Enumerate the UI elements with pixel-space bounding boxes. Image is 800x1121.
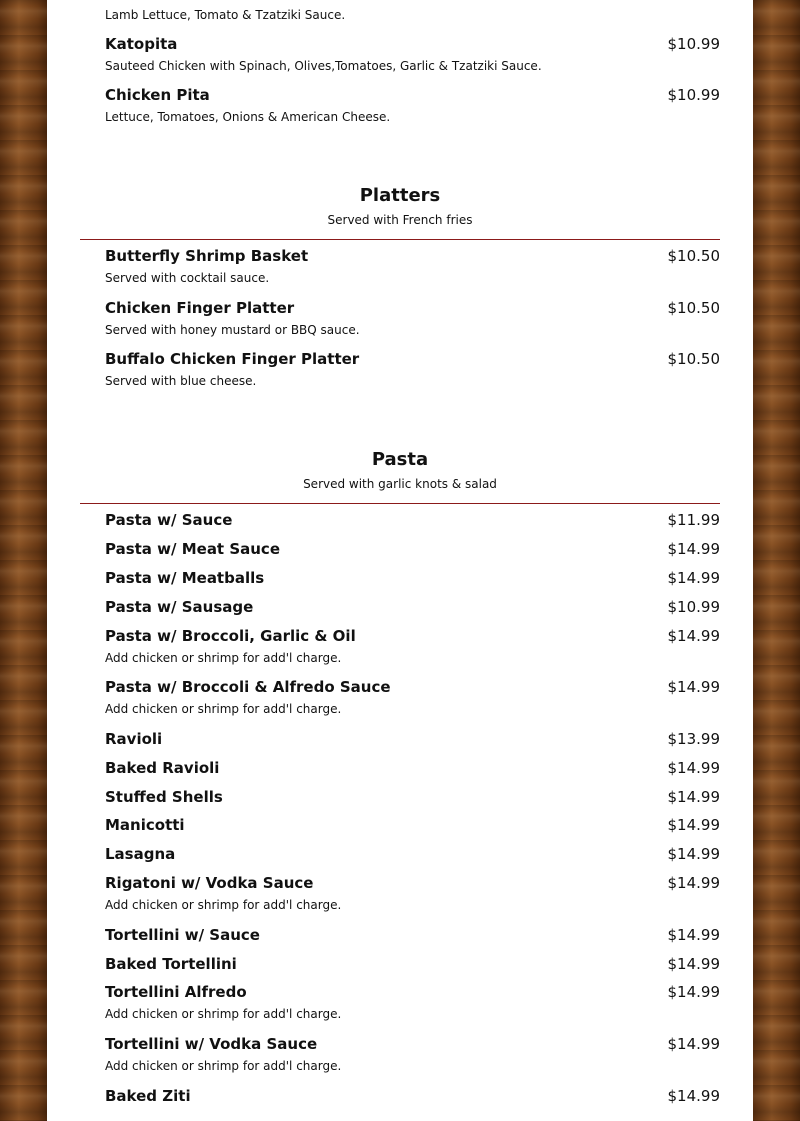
item-description: Lamb Lettuce, Tomato & Tzatziki Sauce. <box>105 8 346 22</box>
item-name: Buffalo Chicken Finger Platter <box>105 350 360 368</box>
item-name: Tortellini w/ Sauce <box>105 926 260 944</box>
item-description: Sauteed Chicken with Spinach, Olives,Tomatoes, Garlic & Tzatziki Sauce. <box>105 59 542 73</box>
item-name: Lasagna <box>105 845 176 863</box>
section-title-platters: Platters <box>359 185 441 206</box>
item-description: Add chicken or shrimp for add'l charge. <box>105 898 342 912</box>
item-name: Pasta w/ Broccoli & Alfredo Sauce <box>105 678 391 696</box>
item-name: Pasta w/ Sausage <box>105 598 254 616</box>
section-divider <box>80 239 720 240</box>
item-price: $14.99 <box>667 955 720 973</box>
item-price: $10.50 <box>667 299 720 317</box>
section-subtitle-platters: Served with French fries <box>327 213 473 227</box>
item-name: Chicken Pita <box>105 86 210 104</box>
item-name: Pasta w/ Meatballs <box>105 569 265 587</box>
item-price: $14.99 <box>667 874 720 892</box>
item-name: Chicken Finger Platter <box>105 299 295 317</box>
item-name: Baked Ziti <box>105 1087 191 1105</box>
item-description: Served with honey mustard or BBQ sauce. <box>105 323 360 337</box>
item-price: $14.99 <box>667 759 720 777</box>
item-name: Tortellini Alfredo <box>105 983 247 1001</box>
wood-background-right <box>753 0 800 1121</box>
item-description: Served with blue cheese. <box>105 374 257 388</box>
item-price: $14.99 <box>667 1087 720 1105</box>
item-price: $10.99 <box>667 35 720 53</box>
item-price: $14.99 <box>667 627 720 645</box>
item-price: $14.99 <box>667 926 720 944</box>
item-price: $14.99 <box>667 983 720 1001</box>
item-price: $14.99 <box>667 1035 720 1053</box>
wood-background-left <box>0 0 47 1121</box>
item-name: Stuffed Shells <box>105 788 223 806</box>
item-description: Add chicken or shrimp for add'l charge. <box>105 1007 342 1021</box>
item-name: Baked Ravioli <box>105 759 220 777</box>
item-name: Pasta w/ Broccoli, Garlic & Oil <box>105 627 356 645</box>
item-price: $14.99 <box>667 816 720 834</box>
item-name: Rigatoni w/ Vodka Sauce <box>105 874 314 892</box>
item-price: $14.99 <box>667 845 720 863</box>
item-price: $10.99 <box>667 598 720 616</box>
item-name: Ravioli <box>105 730 163 748</box>
item-description: Add chicken or shrimp for add'l charge. <box>105 1059 342 1073</box>
item-name: Pasta w/ Meat Sauce <box>105 540 280 558</box>
item-description: Lettuce, Tomatoes, Onions & American Cheese. <box>105 110 391 124</box>
item-price: $14.99 <box>667 569 720 587</box>
item-description: Add chicken or shrimp for add'l charge. <box>105 651 342 665</box>
item-name: Butterfly Shrimp Basket <box>105 247 309 265</box>
item-price: $14.99 <box>667 788 720 806</box>
item-name: Baked Tortellini <box>105 955 237 973</box>
item-name: Tortellini w/ Vodka Sauce <box>105 1035 318 1053</box>
item-price: $10.50 <box>667 350 720 368</box>
item-name: Pasta w/ Sauce <box>105 511 233 529</box>
section-divider <box>80 503 720 504</box>
item-price: $14.99 <box>667 678 720 696</box>
item-price: $13.99 <box>667 730 720 748</box>
item-name: Katopita <box>105 35 178 53</box>
item-description: Served with cocktail sauce. <box>105 271 270 285</box>
item-price: $10.50 <box>667 247 720 265</box>
item-price: $14.99 <box>667 540 720 558</box>
section-subtitle-pasta: Served with garlic knots & salad <box>303 477 497 491</box>
section-title-pasta: Pasta <box>371 449 429 470</box>
item-price: $10.99 <box>667 86 720 104</box>
item-price: $11.99 <box>667 511 720 529</box>
item-name: Manicotti <box>105 816 185 834</box>
menu-page <box>47 0 753 1121</box>
item-description: Add chicken or shrimp for add'l charge. <box>105 702 342 716</box>
